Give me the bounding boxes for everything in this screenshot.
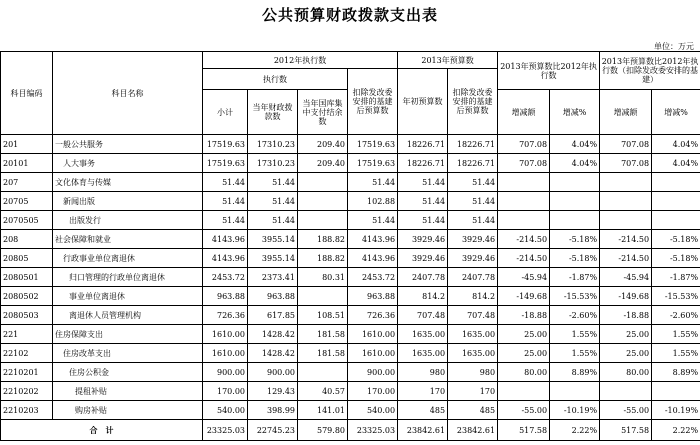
header-initial: 年初预算数: [398, 69, 448, 135]
row-inc-pct: -2.60%: [550, 306, 600, 325]
header-deduct-2013: 扣除发改委安排的基建后预算数: [448, 69, 498, 135]
row-code: 2080502: [1, 287, 53, 306]
row-inc-amt-2: -18.88: [600, 306, 652, 325]
row-inc-amt-2: -214.50: [600, 249, 652, 268]
row-inc-pct-2: -5.18%: [652, 230, 700, 249]
row-subtotal: 900.00: [203, 363, 248, 382]
row-deduct-2013: 980: [448, 363, 498, 382]
row-initial: 51.44: [398, 173, 448, 192]
row-inc-amt: [498, 192, 550, 211]
row-deduct-2012: 170.00: [348, 382, 398, 401]
row-fiscal: 51.44: [248, 192, 298, 211]
row-deduct-2012: 4143.96: [348, 249, 398, 268]
row-name: 出版发行: [53, 211, 203, 230]
row-inc-amt: [498, 173, 550, 192]
row-subtotal: 1610.00: [203, 344, 248, 363]
row-inc-pct: [550, 192, 600, 211]
unit-label: 单位：万元: [654, 42, 694, 51]
row-initial: 707.48: [398, 306, 448, 325]
row-inc-pct-2: -10.19%: [652, 401, 700, 420]
row-name: 行政事业单位离退休: [53, 249, 203, 268]
row-inc-pct: -10.19%: [550, 401, 600, 420]
row-treasury: 188.82: [298, 230, 348, 249]
row-inc-pct-2: 4.04%: [652, 135, 700, 154]
row-treasury: 141.01: [298, 401, 348, 420]
row-name: 购房补贴: [53, 401, 203, 420]
table-row: [1, 230, 700, 249]
row-treasury: 181.58: [298, 344, 348, 363]
row-initial: 18226.71: [398, 135, 448, 154]
row-subtotal: 4143.96: [203, 230, 248, 249]
total-inc-pct: 2.22%: [550, 420, 600, 441]
row-subtotal: 2453.72: [203, 268, 248, 287]
table-row: [1, 135, 700, 154]
row-deduct-2012: 51.44: [348, 211, 398, 230]
row-deduct-2013: 18226.71: [448, 135, 498, 154]
row-subtotal: 726.36: [203, 306, 248, 325]
header-code: 科目编码: [1, 52, 53, 135]
row-subtotal: 170.00: [203, 382, 248, 401]
row-inc-amt: [498, 211, 550, 230]
row-inc-pct: 8.89%: [550, 363, 600, 382]
row-inc-pct-2: -1.87%: [652, 268, 700, 287]
row-treasury: [298, 287, 348, 306]
row-inc-amt: -214.50: [498, 249, 550, 268]
header-inc-amt: 增减额: [498, 90, 550, 135]
header-inc-pct: 增减%: [550, 90, 600, 135]
table-row: [1, 173, 700, 192]
row-initial: 1635.00: [398, 325, 448, 344]
row-deduct-2013: 51.44: [448, 211, 498, 230]
row-initial: 51.44: [398, 192, 448, 211]
row-inc-amt-2: 25.00: [600, 344, 652, 363]
row-deduct-2012: 51.44: [348, 173, 398, 192]
row-subtotal: 51.44: [203, 211, 248, 230]
table-row: [1, 211, 700, 230]
table-row: [1, 154, 700, 173]
row-inc-amt-2: -55.00: [600, 401, 652, 420]
row-inc-amt-2: -45.94: [600, 268, 652, 287]
row-inc-amt-2: [600, 211, 652, 230]
row-inc-amt: 707.08: [498, 154, 550, 173]
row-inc-amt: 25.00: [498, 325, 550, 344]
row-code: 20101: [1, 154, 53, 173]
header-compare-2: 2013年预算数比2012年执行数（扣除发改委安排的基建）: [600, 52, 700, 90]
row-deduct-2013: 3929.46: [448, 230, 498, 249]
row-initial: 980: [398, 363, 448, 382]
table-row: [1, 382, 700, 401]
row-code: 2070505: [1, 211, 53, 230]
row-subtotal: 963.88: [203, 287, 248, 306]
row-inc-amt: 80.00: [498, 363, 550, 382]
row-inc-amt-2: -214.50: [600, 230, 652, 249]
header-compare-1: 2013年预算数比2012年执行数: [498, 52, 600, 90]
row-deduct-2012: 963.88: [348, 287, 398, 306]
row-treasury: [298, 173, 348, 192]
row-deduct-2012: 2453.72: [348, 268, 398, 287]
row-initial: 3929.46: [398, 230, 448, 249]
row-inc-pct-2: 4.04%: [652, 154, 700, 173]
row-inc-pct: -15.53%: [550, 287, 600, 306]
table-row: [1, 325, 700, 344]
row-deduct-2012: 1610.00: [348, 344, 398, 363]
row-treasury: 181.58: [298, 325, 348, 344]
row-code: 2080501: [1, 268, 53, 287]
row-subtotal: 17519.63: [203, 154, 248, 173]
row-treasury: 108.51: [298, 306, 348, 325]
row-inc-pct-2: [652, 173, 700, 192]
row-inc-pct-2: 8.89%: [652, 363, 700, 382]
row-deduct-2013: 2407.78: [448, 268, 498, 287]
header-exec-2012: 2012年执行数: [203, 52, 398, 69]
table-row: [1, 287, 700, 306]
row-inc-pct-2: -15.53%: [652, 287, 700, 306]
row-subtotal: 17519.63: [203, 135, 248, 154]
row-inc-pct: 4.04%: [550, 135, 600, 154]
row-deduct-2013: 170: [448, 382, 498, 401]
row-inc-pct: 1.55%: [550, 325, 600, 344]
row-deduct-2012: 102.88: [348, 192, 398, 211]
row-inc-pct-2: -5.18%: [652, 249, 700, 268]
row-deduct-2012: 1610.00: [348, 325, 398, 344]
row-deduct-2013: 485: [448, 401, 498, 420]
row-subtotal: 1610.00: [203, 325, 248, 344]
row-deduct-2013: 1635.00: [448, 325, 498, 344]
row-inc-amt: -45.94: [498, 268, 550, 287]
page-title: 公共预算财政拨款支出表: [261, 6, 438, 24]
total-initial: 23842.61: [398, 420, 448, 441]
row-inc-pct: 1.55%: [550, 344, 600, 363]
row-deduct-2013: 814.2: [448, 287, 498, 306]
row-inc-pct: -5.18%: [550, 249, 600, 268]
row-inc-amt-2: 25.00: [600, 325, 652, 344]
row-name: 住房保障支出: [53, 325, 203, 344]
row-name: 离退休人员管理机构: [53, 306, 203, 325]
row-treasury: 80.31: [298, 268, 348, 287]
header-subtotal: 小计: [203, 90, 248, 135]
row-deduct-2012: 540.00: [348, 401, 398, 420]
row-name: 一般公共服务: [53, 135, 203, 154]
row-inc-amt: -214.50: [498, 230, 550, 249]
row-deduct-2013: 51.44: [448, 192, 498, 211]
table-row: [1, 401, 700, 420]
row-inc-pct: -1.87%: [550, 268, 600, 287]
row-inc-amt: -55.00: [498, 401, 550, 420]
row-name: 人大事务: [53, 154, 203, 173]
row-fiscal: 3955.14: [248, 249, 298, 268]
row-initial: 51.44: [398, 211, 448, 230]
row-code: 2210201: [1, 363, 53, 382]
row-treasury: [298, 192, 348, 211]
table-row: [1, 192, 700, 211]
row-deduct-2012: 17519.63: [348, 154, 398, 173]
header-budget-2013: 2013年预算数: [398, 52, 498, 69]
row-name: 归口管理的行政单位离退休: [53, 268, 203, 287]
total-row: [1, 420, 700, 441]
row-deduct-2013: 3929.46: [448, 249, 498, 268]
row-deduct-2012: 900.00: [348, 363, 398, 382]
total-deduct-2013: 23842.61: [448, 420, 498, 441]
header-fiscal: 当年财政拨款数: [248, 90, 298, 135]
total-inc-amt: 517.58: [498, 420, 550, 441]
header-treasury: 当年国库集中支付结余数: [298, 90, 348, 135]
row-treasury: 188.82: [298, 249, 348, 268]
row-inc-pct-2: 1.55%: [652, 325, 700, 344]
total-treasury: 579.80: [298, 420, 348, 441]
row-fiscal: 963.88: [248, 287, 298, 306]
row-inc-amt-2: [600, 192, 652, 211]
row-initial: 814.2: [398, 287, 448, 306]
row-fiscal: 129.43: [248, 382, 298, 401]
row-treasury: 209.40: [298, 154, 348, 173]
row-inc-amt: -18.88: [498, 306, 550, 325]
row-name: 事业单位离退休: [53, 287, 203, 306]
row-fiscal: 398.99: [248, 401, 298, 420]
row-inc-pct-2: 1.55%: [652, 344, 700, 363]
row-inc-pct-2: -2.60%: [652, 306, 700, 325]
row-inc-pct: [550, 173, 600, 192]
row-code: 2080503: [1, 306, 53, 325]
table-row: [1, 344, 700, 363]
total-deduct-2012: 23325.03: [348, 420, 398, 441]
row-fiscal: 900.00: [248, 363, 298, 382]
row-inc-amt-2: 80.00: [600, 363, 652, 382]
row-fiscal: 51.44: [248, 211, 298, 230]
row-name: 社会保障和就业: [53, 230, 203, 249]
table-row: [1, 306, 700, 325]
row-inc-pct: [550, 382, 600, 401]
row-inc-pct: -5.18%: [550, 230, 600, 249]
table-row: [1, 363, 700, 382]
row-name: 提租补贴: [53, 382, 203, 401]
table-row: [1, 249, 700, 268]
row-fiscal: 1428.42: [248, 325, 298, 344]
row-deduct-2013: 1635.00: [448, 344, 498, 363]
table-row: [1, 268, 700, 287]
row-inc-amt-2: 707.08: [600, 154, 652, 173]
row-initial: 2407.78: [398, 268, 448, 287]
header-name: 科目名称: [53, 52, 203, 135]
row-fiscal: 617.85: [248, 306, 298, 325]
row-name: 住房公积金: [53, 363, 203, 382]
row-inc-amt: -149.68: [498, 287, 550, 306]
row-name: 住房改革支出: [53, 344, 203, 363]
row-initial: 18226.71: [398, 154, 448, 173]
row-code: 201: [1, 135, 53, 154]
row-inc-pct-2: [652, 211, 700, 230]
row-inc-amt: 25.00: [498, 344, 550, 363]
row-initial: 170: [398, 382, 448, 401]
row-treasury: 209.40: [298, 135, 348, 154]
row-deduct-2012: 4143.96: [348, 230, 398, 249]
row-initial: 1635.00: [398, 344, 448, 363]
row-deduct-2013: 18226.71: [448, 154, 498, 173]
row-name: 新闻出版: [53, 192, 203, 211]
row-fiscal: 3955.14: [248, 230, 298, 249]
row-initial: 485: [398, 401, 448, 420]
expenditure-table: [0, 51, 700, 441]
row-fiscal: 1428.42: [248, 344, 298, 363]
row-code: 2210202: [1, 382, 53, 401]
row-deduct-2012: 726.36: [348, 306, 398, 325]
row-inc-amt: [498, 382, 550, 401]
row-inc-pct-2: [652, 382, 700, 401]
row-subtotal: 51.44: [203, 173, 248, 192]
row-code: 208: [1, 230, 53, 249]
row-code: 20805: [1, 249, 53, 268]
row-treasury: 40.57: [298, 382, 348, 401]
row-inc-pct-2: [652, 192, 700, 211]
total-fiscal: 22745.23: [248, 420, 298, 441]
row-treasury: [298, 211, 348, 230]
row-fiscal: 51.44: [248, 173, 298, 192]
row-name: 文化体育与传媒: [53, 173, 203, 192]
row-code: 2210203: [1, 401, 53, 420]
row-inc-amt-2: -149.68: [600, 287, 652, 306]
total-label: 合 计: [1, 420, 203, 441]
total-inc-amt-2: 517.58: [600, 420, 652, 441]
row-inc-pct: 4.04%: [550, 154, 600, 173]
row-subtotal: 4143.96: [203, 249, 248, 268]
row-treasury: [298, 363, 348, 382]
row-inc-pct: [550, 211, 600, 230]
row-inc-amt-2: 707.08: [600, 135, 652, 154]
row-deduct-2013: 707.48: [448, 306, 498, 325]
header-exec: 执行数: [203, 69, 348, 90]
total-inc-pct-2: 2.22%: [652, 420, 700, 441]
row-inc-amt: 707.08: [498, 135, 550, 154]
row-fiscal: 2373.41: [248, 268, 298, 287]
row-fiscal: 17310.23: [248, 135, 298, 154]
row-initial: 3929.46: [398, 249, 448, 268]
row-inc-amt-2: [600, 382, 652, 401]
total-subtotal: 23325.03: [203, 420, 248, 441]
row-code: 221: [1, 325, 53, 344]
row-subtotal: 540.00: [203, 401, 248, 420]
row-deduct-2012: 17519.63: [348, 135, 398, 154]
row-inc-amt-2: [600, 173, 652, 192]
row-code: 20705: [1, 192, 53, 211]
row-code: 22102: [1, 344, 53, 363]
header-deduct-2012: 扣除发改委安排的基建后预算数: [348, 69, 398, 135]
row-subtotal: 51.44: [203, 192, 248, 211]
row-fiscal: 17310.23: [248, 154, 298, 173]
header-inc-amt-2: 增减额: [600, 90, 652, 135]
row-deduct-2013: 51.44: [448, 173, 498, 192]
header-inc-pct-2: 增减%: [652, 90, 700, 135]
row-code: 207: [1, 173, 53, 192]
